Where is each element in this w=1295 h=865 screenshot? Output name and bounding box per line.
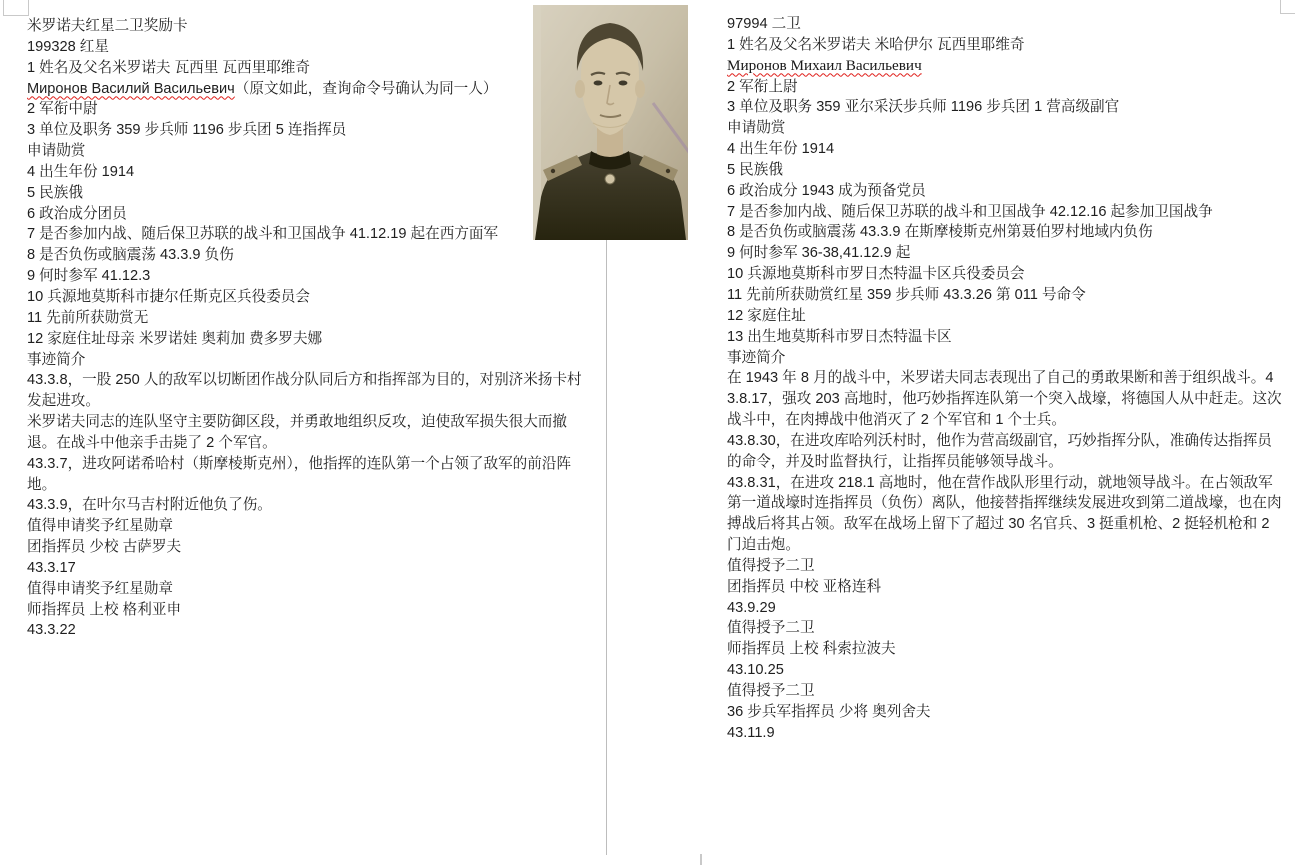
text-line: 5 民族俄 (727, 161, 783, 178)
text-line: 6 政治成分 1943 成为预备党员 (727, 182, 926, 199)
page-margin-corner-top-left (3, 0, 29, 16)
right-body-lines (727, 77, 1283, 744)
text-line: 97994 二卫 (727, 16, 801, 32)
text-line: 3 单位及职务 359 步兵师 1196 步兵团 5 连指挥员 (27, 122, 347, 139)
text-line: 值得授予二卫 (727, 683, 815, 699)
text-line: 申请勋赏 (27, 143, 86, 160)
text-line: 9 何时参军 41.12.3 (27, 268, 151, 285)
text-line: 43.3.8，一股 250 人的敌军以切断团作战分队同后方和指挥部为目的，对别济米扬卡村发起进攻。 (27, 372, 582, 410)
text-line: 4 出生年份 1914 (27, 163, 135, 180)
page-break-mark (700, 854, 702, 865)
left-cyrillic-note: （原文如此，查询命令号确认为同一人） (234, 80, 498, 97)
text-line: 43.9.29 (727, 599, 776, 616)
right-cyrillic-name: Миронов Михаил Васильевич (727, 56, 922, 74)
text-line: 事迹简介 (727, 349, 786, 366)
text-line: 值得授予二卫 (727, 620, 815, 637)
text-line: 7 是否参加内战、随后保卫苏联的战斗和卫国战争 42.12.16 起参加卫国战争 (727, 203, 1213, 220)
text-line: 8 是否负伤或脑震荡 43.3.9 在斯摩棱斯克州第聂伯罗村地域内负伤 (727, 224, 1153, 241)
text-line: 6 政治成分团员 (27, 205, 127, 222)
left-body-lines (27, 99, 583, 641)
text-line: 43.3.22 (27, 622, 76, 639)
text-line: 米罗诺夫同志的连队坚守主要防御区段，并勇敢地组织反攻，迫使敌军损失很大而撤退。在战斗中他亲手击毙了 2 个军官。 (27, 414, 567, 451)
column-separator-line (606, 240, 607, 855)
text-line: 2 军衔上尉 (727, 78, 798, 95)
text-line: 43.3.17 (27, 559, 76, 576)
text-line: 值得申请奖予红星勋章 (27, 580, 173, 597)
text-line: 10 兵源地莫斯科市捷尔任斯克区兵役委员会 (27, 288, 310, 305)
text-line: 事迹简介 (27, 351, 86, 368)
text-line: 7 是否参加内战、随后保卫苏联的战斗和卫国战争 41.12.19 起在西方面军 (27, 226, 499, 243)
text-line: 申请勋赏 (727, 120, 786, 137)
text-line: 43.3.9，在叶尔马吉村附近他负了伤。 (27, 497, 272, 514)
text-line: 199328 红星 (27, 38, 109, 55)
text-line: 值得授予二卫 (727, 557, 815, 574)
text-line: 师指挥员 上校 格利亚申 (27, 601, 182, 618)
text-line: 9 何时参军 36-38,41.12.9 起 (727, 245, 911, 262)
text-line: 1 姓名及父名米罗诺夫 米哈伊尔 瓦西里耶维奇 (727, 36, 1025, 53)
text-line: 43.8.30，在进攻库哈列沃村时，他作为营高级副官，巧妙指挥分队，准确传达指挥员的命令，并及时监督执行，让指挥员能够领导战斗。 (727, 432, 1272, 470)
officer-portrait-photo[interactable] (533, 5, 688, 240)
text-line: 2 军衔中尉 (27, 101, 98, 118)
text-line: 12 家庭住址 (727, 307, 806, 324)
text-line: 3 单位及职务 359 亚尔采沃步兵师 1196 步兵团 1 营高级副官 (727, 99, 1120, 116)
text-line: 在 1943 年 8 月的战斗中，米罗诺夫同志表现出了自己的勇敢果断和善于组织战斗。43.8.17，强攻 203 高地时，他巧妙指挥连队第一个突入战壕，将德国人从中赶走。这次战斗中，在肉搏战中他消灭了 2 个军官和 1 个士兵。 (727, 370, 1282, 429)
page-margin-corner-top-right (1280, 0, 1295, 14)
portrait-photo-graphic (533, 5, 688, 240)
text-line: 43.11.9 (727, 724, 775, 741)
text-line: 8 是否负伤或脑震荡 43.3.9 负伤 (27, 247, 234, 264)
text-line: 1 姓名及父名米罗诺夫 瓦西里 瓦西里耶维奇 (27, 59, 310, 76)
text-line: 师指挥员 上校 科索拉波夫 (727, 641, 896, 658)
text-line: 11 先前所获勋赏红星 359 步兵师 43.3.26 第 011 号命令 (727, 286, 1086, 303)
text-line: 5 民族俄 (27, 184, 83, 201)
text-line: 43.3.7，进攻阿诺希哈村（斯摩棱斯克州），他指挥的连队第一个占领了敌军的前沿阵地。 (27, 455, 572, 493)
text-line: 36 步兵军指挥员 少将 奥列舍夫 (727, 703, 931, 720)
text-line: 团指挥员 少校 古萨罗夫 (27, 539, 182, 556)
text-line: 11 先前所获勋赏无 (27, 309, 149, 326)
left-top-lines (27, 37, 583, 79)
text-line: 12 家庭住址母亲 米罗诺娃 奥莉加 费多罗夫娜 (27, 330, 323, 347)
text-line: 43.8.31，在进攻 218.1 高地时，他在营作战队形里行动，就地领导战斗。在占领敌军第一道战壕时连指挥员（负伤）离队，他接替指挥继续发展进攻到第二道战壕，也在肉搏战后将其占领。敌军在战场上留下了超过 30 名官兵、3 挺重机枪、2 挺轻机枪和 2 门迫击炮。 (727, 474, 1282, 554)
left-cyrillic-name-line (27, 79, 583, 100)
left-column (27, 16, 583, 641)
right-cyrillic-name-line (727, 56, 1283, 77)
text-line: 4 出生年份 1914 (727, 141, 835, 158)
text-line: 值得申请奖予红星勋章 (27, 518, 173, 535)
text-line: 团指挥员 中校 亚格连科 (727, 578, 882, 595)
left-document-title: 米罗诺夫红星二卫奖励卡 (27, 18, 188, 34)
right-column (727, 14, 1283, 744)
right-top-lines (727, 14, 1283, 56)
left-cyrillic-name: Миронов Василий Васильевич (27, 80, 235, 97)
text-line: 43.10.25 (727, 662, 784, 679)
text-line: 13 出生地莫斯科市罗日杰特温卡区 (727, 328, 952, 345)
text-line: 10 兵源地莫斯科市罗日杰特温卡区兵役委员会 (727, 266, 1025, 283)
